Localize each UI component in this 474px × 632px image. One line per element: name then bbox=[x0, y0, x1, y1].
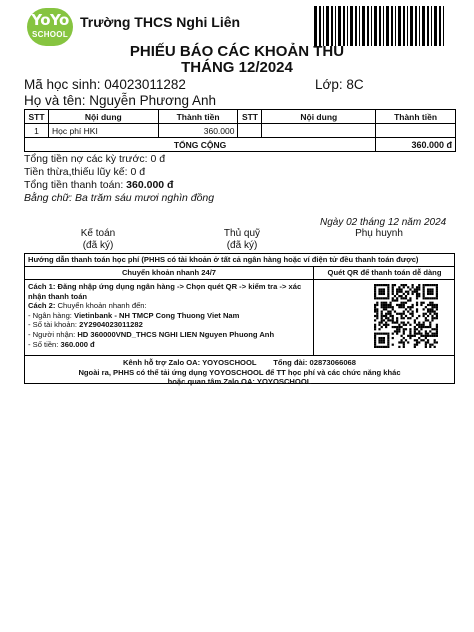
header-stt-2: STT bbox=[238, 110, 262, 124]
receiver-label: - Người nhận: bbox=[28, 329, 78, 339]
surplus-row bbox=[24, 166, 145, 178]
fee-table-header bbox=[25, 110, 456, 124]
account-label: - Số tài khoản: bbox=[28, 320, 80, 330]
account-row bbox=[28, 320, 310, 330]
total-payment-row bbox=[24, 179, 173, 191]
receiver-row bbox=[28, 330, 310, 340]
transfer-details bbox=[25, 280, 314, 356]
method-1 bbox=[28, 282, 310, 301]
row-amount: 360.000 bbox=[158, 124, 238, 138]
qr-column-title: Quét QR để thanh toán dễ dàng bbox=[314, 267, 455, 280]
class-label: Lớp: bbox=[315, 77, 347, 92]
student-name-row bbox=[24, 93, 216, 108]
amount-in-words-row bbox=[24, 192, 214, 204]
header-stt: STT bbox=[25, 110, 49, 124]
page-subtitle: THÁNG 12/2024 bbox=[181, 59, 293, 76]
amount-in-words-label: Bằng chữ: bbox=[24, 192, 76, 204]
total-payment-label: Tổng tiền thanh toán: bbox=[24, 179, 127, 191]
logo-subtext: SCHOOL bbox=[31, 30, 69, 39]
header-amount-2: Thành tiền bbox=[376, 110, 456, 124]
issue-date: Ngày 02 tháng 12 năm 2024 bbox=[320, 217, 447, 228]
method-2 bbox=[28, 301, 310, 311]
account-number: 2Y2904023011282 bbox=[79, 320, 143, 330]
bank-label: - Ngân hàng: bbox=[28, 310, 75, 320]
empty-cell bbox=[376, 124, 456, 138]
previous-debt-label: Tổng tiền nợ các kỳ trước: bbox=[24, 153, 151, 165]
previous-debt: 0 đ bbox=[150, 153, 166, 165]
amount-in-words: Ba trăm sáu mươi nghìn đồng bbox=[75, 192, 215, 204]
accountant-title: Kế toán bbox=[80, 228, 116, 239]
bank-row bbox=[28, 311, 310, 321]
row-stt: 1 bbox=[25, 124, 49, 138]
app-note-line-2: hoặc quan tâm Zalo OA: YOYOSCHOOL bbox=[167, 377, 312, 386]
empty-cell bbox=[238, 124, 262, 138]
student-id: 04023011282 bbox=[104, 77, 186, 92]
school-name: Trường THCS Nghi Liên bbox=[80, 14, 241, 30]
barcode-icon bbox=[314, 6, 446, 46]
empty-cell bbox=[262, 124, 376, 138]
parent-title: Phụ huynh bbox=[355, 228, 403, 239]
logo-text: YoYo bbox=[31, 11, 69, 29]
payment-heading: Hướng dẫn thanh toán học phí (PHHS có tài khoản ở tất cả ngân hàng hoặc ví điện tử đều thanh toán được) bbox=[25, 254, 454, 267]
accountant-signed: (đã ký) bbox=[82, 240, 114, 251]
support-line: Kênh hỗ trợ Zalo OA: YOYOSCHOOL Tổng đài: 02873066068 bbox=[123, 358, 356, 367]
bank-name: Vietinbank - NH TMCP Cong Thuong Viet Nam bbox=[74, 310, 240, 320]
class-row bbox=[315, 77, 364, 92]
student-name: Nguyễn Phương Anh bbox=[89, 93, 217, 108]
cashier-signed: (đã ký) bbox=[226, 240, 258, 251]
total-payment: 360.000 đ bbox=[126, 179, 174, 191]
method-2-label: Cách 2: bbox=[28, 301, 56, 311]
surplus-label: Tiền thừa,thiếu lũy kế: bbox=[24, 166, 131, 178]
qr-code-icon bbox=[374, 284, 438, 348]
qr-area bbox=[314, 280, 455, 356]
yoyo-school-logo bbox=[27, 8, 73, 46]
total-label: TỔNG CỘNG bbox=[25, 138, 376, 152]
support-footer bbox=[25, 357, 454, 387]
class-value: 8C bbox=[346, 77, 364, 92]
app-note-line-1: Ngoài ra, PHHS có thể tải ứng dụng YOYOSCHOOL để TT học phí và các chức năng khác bbox=[78, 367, 401, 377]
page-title: PHIẾU BÁO CÁC KHOẢN THU bbox=[129, 43, 345, 60]
student-id-label: Mã học sinh: bbox=[24, 77, 105, 92]
amount-label: - Số tiền: bbox=[28, 339, 61, 349]
method-2-text: Chuyển khoản nhanh đến: bbox=[55, 301, 147, 311]
total-row bbox=[25, 138, 456, 152]
row-content: Học phí HKI bbox=[48, 124, 158, 138]
total-amount: 360.000 đ bbox=[376, 138, 456, 152]
method-1-text: Đăng nhập ứng dụng ngân hàng -> Chọn quét QR -> kiểm tra -> xác nhận thanh toán bbox=[28, 282, 302, 301]
receiver-name: HD 360000VND_THCS NGHI LIEN Nguyen Phuong Anh bbox=[77, 329, 275, 339]
method-1-label: Cách 1: bbox=[28, 282, 56, 291]
header-content: Nội dung bbox=[48, 110, 158, 124]
fee-table bbox=[24, 109, 456, 152]
header-amount: Thành tiền bbox=[158, 110, 238, 124]
student-name-label: Họ và tên: bbox=[24, 93, 90, 108]
payment-instructions bbox=[24, 253, 455, 384]
amount-row bbox=[28, 340, 310, 350]
table-row bbox=[25, 124, 456, 138]
student-id-row bbox=[24, 77, 186, 92]
cashier-title: Thủ quỹ bbox=[223, 228, 261, 239]
amount-value: 360.000 đ bbox=[60, 339, 95, 349]
header-content-2: Nội dung bbox=[262, 110, 376, 124]
surplus: 0 đ bbox=[130, 166, 146, 178]
previous-debt-row bbox=[24, 153, 165, 165]
transfer-column-title: Chuyển khoản nhanh 24/7 bbox=[25, 267, 314, 280]
